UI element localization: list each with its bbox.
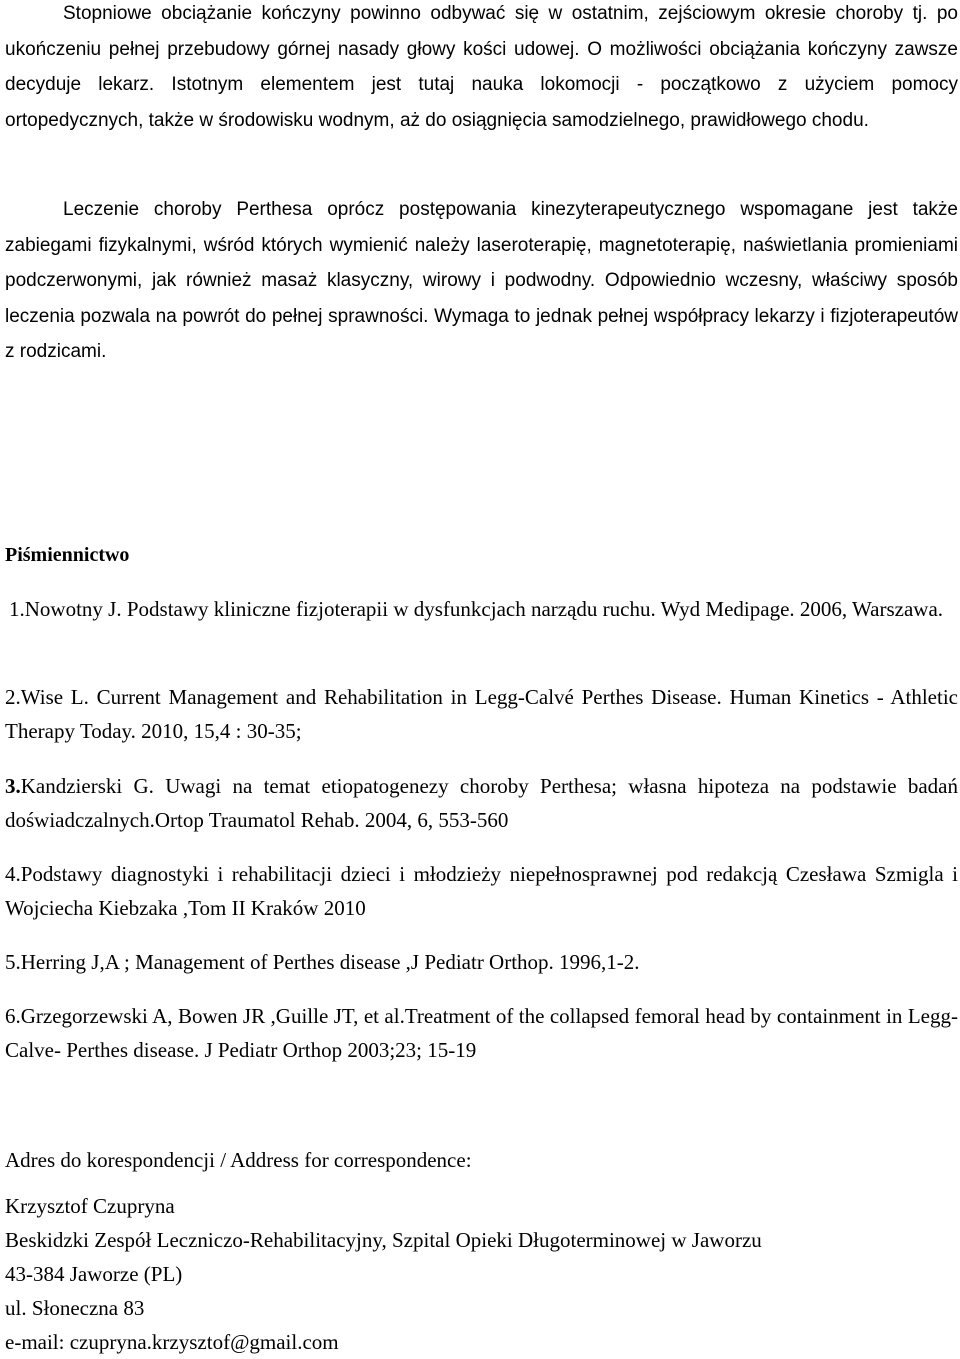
reference-text-1: Nowotny J. Podstawy kliniczne fizjoterapii w dysfunkcjach narządu ruchu. Wyd Medipage. 2006, Warszawa. bbox=[24, 597, 944, 621]
reference-number-6: 6. bbox=[5, 1004, 21, 1028]
reference-text-4: Podstawy diagnostyki i rehabilitacji dzieci i młodzieży niepełnosprawnej pod redakcją Czesława Szmigla i Wojciecha Kiebzaka ,Tom II Kraków 2010 bbox=[5, 862, 958, 920]
body-paragraph-1: Stopniowe obciążanie kończyny powinno odbywać się w ostatnim, zejściowym okresie choroby tj. po ukończeniu pełnej przebudowy górnej nasady głowy kości udowej. O możliwości obciążania kończyny zawsze decyduje lekarz. Istotnym elementem jest tutaj nauka lokomocji - początkowo z użyciem pomocy ortopedycznych, także w środowisku wodnym, aż do osiągnięcia samodzielnego, prawidłowego chodu. bbox=[5, 3, 958, 131]
correspondence-name: Krzysztof Czupryna bbox=[5, 1194, 175, 1218]
references-heading: Piśmiennictwo bbox=[5, 544, 130, 566]
reference-item-3 bbox=[5, 769, 958, 837]
reference-text-5: Herring J,A ; Management of Perthes disease ,J Pediatr Orthop. 1996,1-2. bbox=[20, 950, 640, 974]
reference-number-2: 2. bbox=[5, 685, 21, 709]
reference-text-6: Grzegorzewski A, Bowen JR ,Guille JT, et al.Treatment of the collapsed femoral head by containment in Legg- Calve- Perthes disease. J Pediatr Orthop 2003;23; 15-19 bbox=[5, 1004, 958, 1062]
correspondence-heading: Adres do korespondencji / Address for correspondence: bbox=[5, 1148, 472, 1172]
correspondence-block bbox=[5, 1143, 958, 1359]
reference-number-3: 3. bbox=[5, 774, 21, 798]
correspondence-postal: 43-384 Jaworze (PL) bbox=[5, 1262, 183, 1286]
correspondence-street: ul. Słoneczna 83 bbox=[5, 1296, 145, 1320]
reference-item-5 bbox=[5, 945, 958, 979]
correspondence-institution: Beskidzki Zespół Leczniczo-Rehabilitacyjny, Szpital Opieki Długoterminowej w Jaworzu bbox=[5, 1228, 762, 1252]
reference-number-4: 4. bbox=[5, 862, 21, 886]
reference-item-6 bbox=[5, 999, 958, 1067]
reference-item-4 bbox=[5, 857, 958, 925]
reference-number-5: 5. bbox=[5, 950, 21, 974]
reference-text-2: Wise L. Current Management and Rehabilitation in Legg-Calvé Perthes Disease. Human Kinetics - Athletic Therapy Today. 2010, 15,4 : 30-35; bbox=[5, 685, 958, 743]
reference-item-1 bbox=[5, 592, 958, 626]
reference-text-3: Kandzierski G. Uwagi na temat etiopatogenezy choroby Perthesa; własna hipoteza na podstawie badań doświadczalnych.Ortop Traumatol Rehab. 2004, 6, 553-560 bbox=[5, 774, 958, 832]
correspondence-email: e-mail: czupryna.krzysztof@gmail.com bbox=[5, 1330, 339, 1354]
body-paragraph-2: Leczenie choroby Perthesa oprócz postępowania kinezyterapeutycznego wspomagane jest także zabiegami fizykalnymi, wśród których wymienić należy laseroterapię, magnetoterapię, naświetlania promieniami podczerwonymi, jak również masaż klasyczny, wirowy i podwodny. Odpowiednio wczesny, właściwy sposób leczenia pozwala na powrót do pełnej sprawności. Wymaga to jednak pełnej współpracy lekarzy i fizjoterapeutów z rodzicami. bbox=[5, 199, 958, 362]
reference-item-2 bbox=[5, 680, 958, 748]
reference-number-1: 1. bbox=[9, 597, 25, 621]
